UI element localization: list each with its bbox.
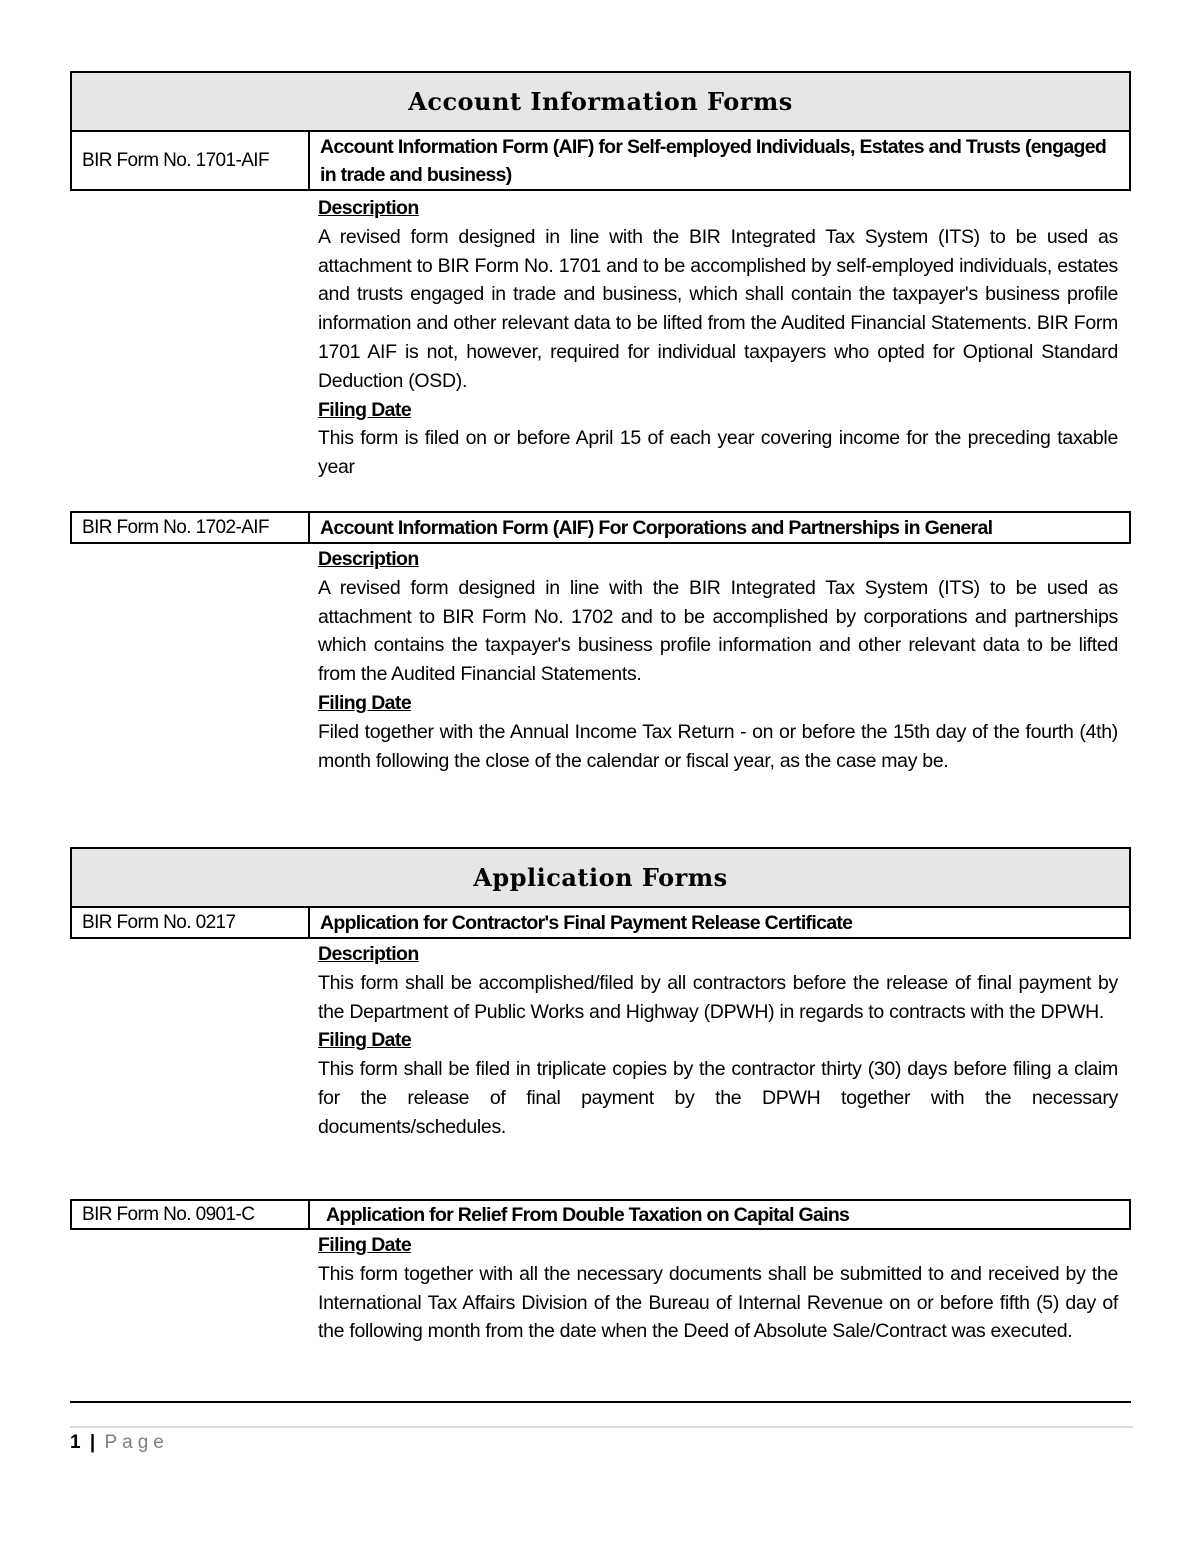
description-label: Description bbox=[318, 197, 419, 219]
form-row-0901-c bbox=[70, 1199, 1131, 1230]
page-number: 1 bbox=[70, 1432, 81, 1453]
section-heading-account: Account Information Forms bbox=[70, 71, 1131, 132]
filing-date-label: Filing Date bbox=[318, 398, 412, 421]
description-text: This form shall be accomplished/filed by all contractors before the release of final payment by the Department of Public Works and Highway (DPWH) in regards to contracts with the DPWH. bbox=[318, 971, 1118, 1023]
section-heading-application: Application Forms bbox=[70, 847, 1131, 908]
form-details-1701-aif bbox=[318, 194, 1118, 482]
filing-date-label: Filing Date bbox=[318, 1029, 412, 1052]
filing-date-text: This form together with all the necessary documents shall be submitted to and received by the International Tax Affairs Division of the Bureau of Internal Revenue on or before fifth (5) day of the following month from the date when the Deed of Absolute Sale/Contract was executed. bbox=[318, 1262, 1118, 1343]
form-row-1702-aif bbox=[70, 511, 1131, 544]
filing-date-label: Filing Date bbox=[318, 1234, 412, 1256]
form-number: BIR Form No. 1702-AIF bbox=[72, 513, 310, 542]
description-label: Description bbox=[318, 943, 419, 965]
footer-rule bbox=[70, 1401, 1131, 1403]
description-label: Description bbox=[318, 548, 419, 570]
description-text: A revised form designed in line with the BIR Integrated Tax System (ITS) to be used as attachment to BIR Form No. 1701 and to be accomplished by self-employed individuals, estates and trusts engaged in trade and business, which shall contain the taxpayer's business profile information and other relevant data to be lifted from the Audited Financial Statements. BIR Form 1701 AIF is not, however, required for individual taxpayers who opted for Optional Standard Deduction (OSD). bbox=[318, 225, 1118, 392]
filing-date-text: Filed together with the Annual Income Tax Return - on or before the 15th day of the fourth (4th) month following the close of the calendar or fiscal year, as the case may be. bbox=[318, 720, 1118, 772]
form-title: Account Information Form (AIF) for Self-employed Individuals, Estates and Trusts (engaged in trade and business) bbox=[320, 135, 1107, 186]
page-separator: | bbox=[89, 1432, 96, 1453]
form-title: Application for Relief From Double Taxation on Capital Gains bbox=[326, 1203, 850, 1226]
description-text: A revised form designed in line with the BIR Integrated Tax System (ITS) to be used as attachment to BIR Form No. 1702 and to be accomplished by corporations and partnerships which contains the taxpayer's business profile information and other relevant data to be lifted from the Audited Financial Statements. bbox=[318, 576, 1118, 686]
form-details-0217 bbox=[318, 940, 1118, 1142]
footer-rule-light bbox=[70, 1426, 1133, 1428]
page-footer bbox=[70, 1432, 169, 1454]
form-number: BIR Form No. 1701-AIF bbox=[72, 132, 310, 189]
filing-date-label: Filing Date bbox=[318, 691, 412, 714]
form-title: Application for Contractor's Final Payment Release Certificate bbox=[320, 911, 853, 934]
filing-date-text: This form is filed on or before April 15 of each year covering income for the preceding taxable year bbox=[318, 427, 1118, 479]
form-number: BIR Form No. 0901-C bbox=[72, 1201, 310, 1228]
form-details-0901-c bbox=[318, 1231, 1118, 1346]
form-row-1701-aif bbox=[70, 130, 1131, 191]
filing-date-text: This form shall be filed in triplicate copies by the contractor thirty (30) days before filing a claim for the release of final payment by the DPWH together with the necessary documents/schedules. bbox=[318, 1058, 1118, 1138]
form-number: BIR Form No. 0217 bbox=[72, 908, 310, 937]
form-details-1702-aif bbox=[318, 545, 1118, 775]
page-word: Page bbox=[104, 1432, 169, 1453]
form-row-0217 bbox=[70, 906, 1131, 939]
form-title: Account Information Form (AIF) For Corporations and Partnerships in General bbox=[320, 516, 993, 539]
